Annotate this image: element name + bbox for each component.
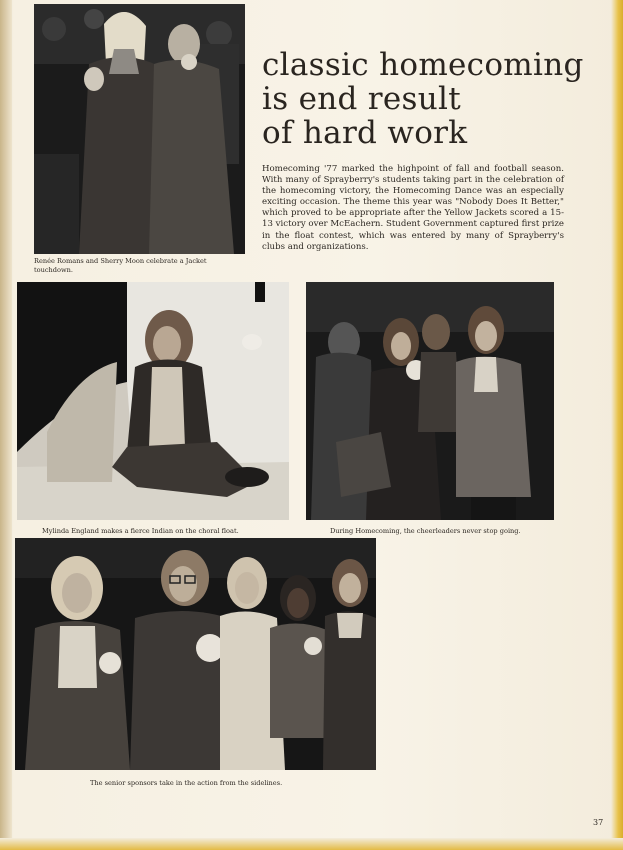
page-headline xyxy=(262,48,602,150)
photo-choral-float xyxy=(17,282,289,520)
photo-caption-sponsors: The senior sponsors take in the action from the sidelines. xyxy=(90,779,283,787)
page-bottom-edge xyxy=(0,838,623,850)
photo-caption-float: Mylinda England makes a fierce Indian on the choral float. xyxy=(42,527,239,535)
headline-line-3: of hard work xyxy=(262,115,468,151)
headline-line-2: is end result xyxy=(262,81,461,117)
photo-caption-crowd: Renée Romans and Sherry Moon celebrate a Jacket touchdown. xyxy=(34,257,207,274)
photo-crowd-celebration xyxy=(34,4,245,254)
photo-cheerleaders xyxy=(306,282,554,520)
headline-line-1: classic homecoming xyxy=(262,47,584,83)
article-body: Homecoming '77 marked the highpoint of fall and football season. With many of Sprayberry's students taking part in the celebration of the homecoming victory, the Homecoming Dance was an especially exciting occasion. The theme this year was "Nobody Does It Better," which proved to be appropriate after the Yellow Jackets scored a 15-13 victory over McEachern. Student Government captured first prize in the float contest, which was entered by many of Sprayberry's clubs and organizations. xyxy=(262,164,564,252)
photo-senior-sponsors xyxy=(15,538,376,770)
page-number: 37 xyxy=(593,818,604,827)
photo-caption-cheerleaders: During Homecoming, the cheerleaders never stop going. xyxy=(330,527,521,535)
page-edge-gold xyxy=(611,0,623,850)
page-spine-shadow xyxy=(0,0,12,850)
